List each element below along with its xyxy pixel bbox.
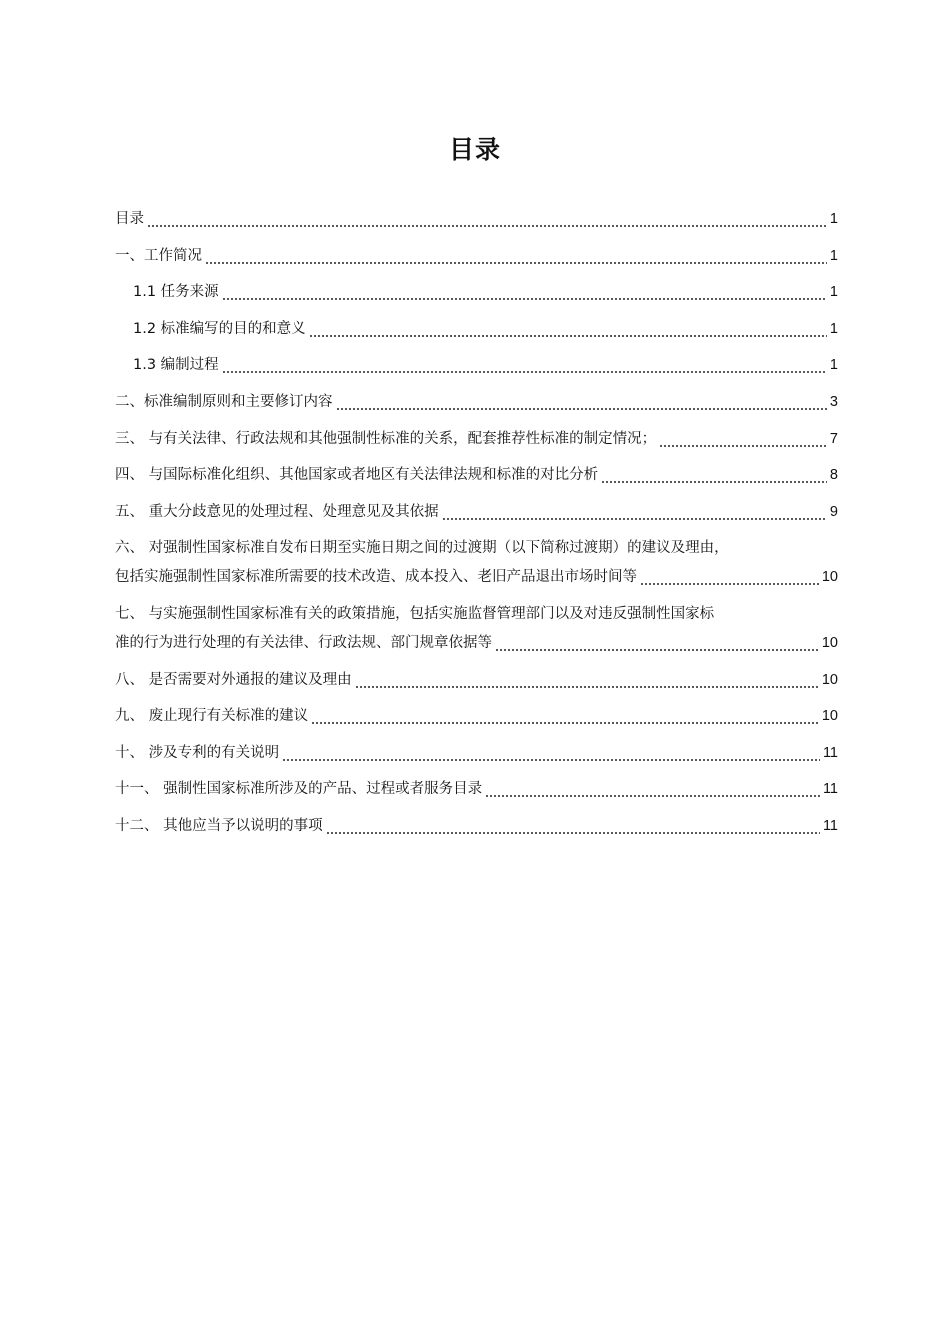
toc-entry-text: 包括实施强制性国家标准所需要的技术改造、成本投入、老旧产品退出市场时间等 [115,569,637,586]
toc-entry-text: 十、 涉及专利的有关说明 [115,744,280,761]
toc-entry-text: 四、 与国际标准化组织、其他国家或者地区有关法律法规和标准的对比分析 [115,467,599,484]
toc-entry-text: 八、 是否需要对外通报的建议及理由 [115,671,352,688]
toc-entry-text: 九、 废止现行有关标准的建议 [115,708,309,725]
toc-entry-text: 1.2 标准编写的目的和意义 [133,320,306,337]
dot-leader [355,669,819,691]
toc-entry[interactable] [115,669,838,691]
toc-page-number: 1 [829,284,838,301]
toc-page-number: 10 [821,671,838,688]
toc-entry[interactable] [115,208,838,230]
toc-entry[interactable] [115,778,838,800]
toc-page-number: 10 [821,569,838,586]
toc-page-number: 8 [829,467,838,484]
toc-page-number: 1 [829,211,838,227]
toc-entry-text: 三、 与有关法律、行政法规和其他强制性标准的关系，配套推荐性标准的制定情况； [115,430,657,447]
dot-leader [336,391,827,413]
toc-page-number: 11 [822,744,838,761]
toc-page-number: 1 [829,357,838,374]
toc-entry[interactable] [115,281,838,303]
toc-entry[interactable] [115,354,838,376]
dot-leader [147,208,827,230]
toc-entry-text: 七、 与实施强制性国家标准有关的政策措施，包括实施监督管理部门以及对违反强制性国家标 [115,605,715,622]
toc-entry-text: 准的行为进行处理的有关法律、行政法规、部门规章依据等 [115,634,492,651]
dot-leader [222,281,827,303]
table-of-contents [115,208,838,852]
toc-entry[interactable] [115,501,838,523]
toc-entry-text: 二、标准编制原则和主要修订内容 [115,393,333,410]
toc-entry[interactable] [115,391,838,413]
dot-leader [282,742,820,764]
toc-entry-text: 五、 重大分歧意见的处理过程、处理意见及其依据 [115,503,439,520]
toc-entry-text: 六、 对强制性国家标准自发布日期至实施日期之间的过渡期（以下简称过渡期）的建议及理由， [115,540,729,557]
dot-leader [311,705,819,727]
toc-entry[interactable] [115,537,838,588]
dot-leader [309,318,827,340]
toc-entry-text: 1.1 任务来源 [133,284,219,301]
toc-entry[interactable] [115,742,838,764]
dot-leader [640,566,819,588]
toc-page-number: 10 [821,708,838,725]
toc-page-number: 7 [829,430,838,447]
dot-leader [326,815,820,837]
toc-entry[interactable] [115,815,838,837]
toc-entry-text: 十一、 强制性国家标准所涉及的产品、过程或者服务目录 [115,781,483,798]
dot-leader [442,501,827,523]
toc-entry-text: 十二、 其他应当予以说明的事项 [115,817,323,834]
dot-leader [205,245,827,267]
toc-entry-text: 目录 [115,211,144,227]
toc-entry[interactable] [115,603,838,654]
toc-entry[interactable] [115,318,838,340]
dot-leader [495,632,819,654]
toc-entry[interactable] [115,428,838,450]
toc-page-number: 10 [821,634,838,651]
dot-leader [485,778,820,800]
toc-entry-text: 1.3 编制过程 [133,357,219,374]
toc-page-number: 9 [829,503,838,520]
dot-leader [222,354,827,376]
toc-entry[interactable] [115,245,838,267]
toc-page-number: 11 [822,817,838,834]
toc-page-number: 3 [829,393,838,410]
dot-leader [601,464,827,486]
toc-entry-text: 一、工作简况 [115,247,202,264]
toc-page-number: 1 [829,247,838,264]
dot-leader [659,428,827,450]
toc-page-number: 11 [822,781,838,798]
toc-entry[interactable] [115,464,838,486]
toc-page-number: 1 [829,320,838,337]
toc-entry[interactable] [115,705,838,727]
page-title: 目录 [448,135,501,164]
